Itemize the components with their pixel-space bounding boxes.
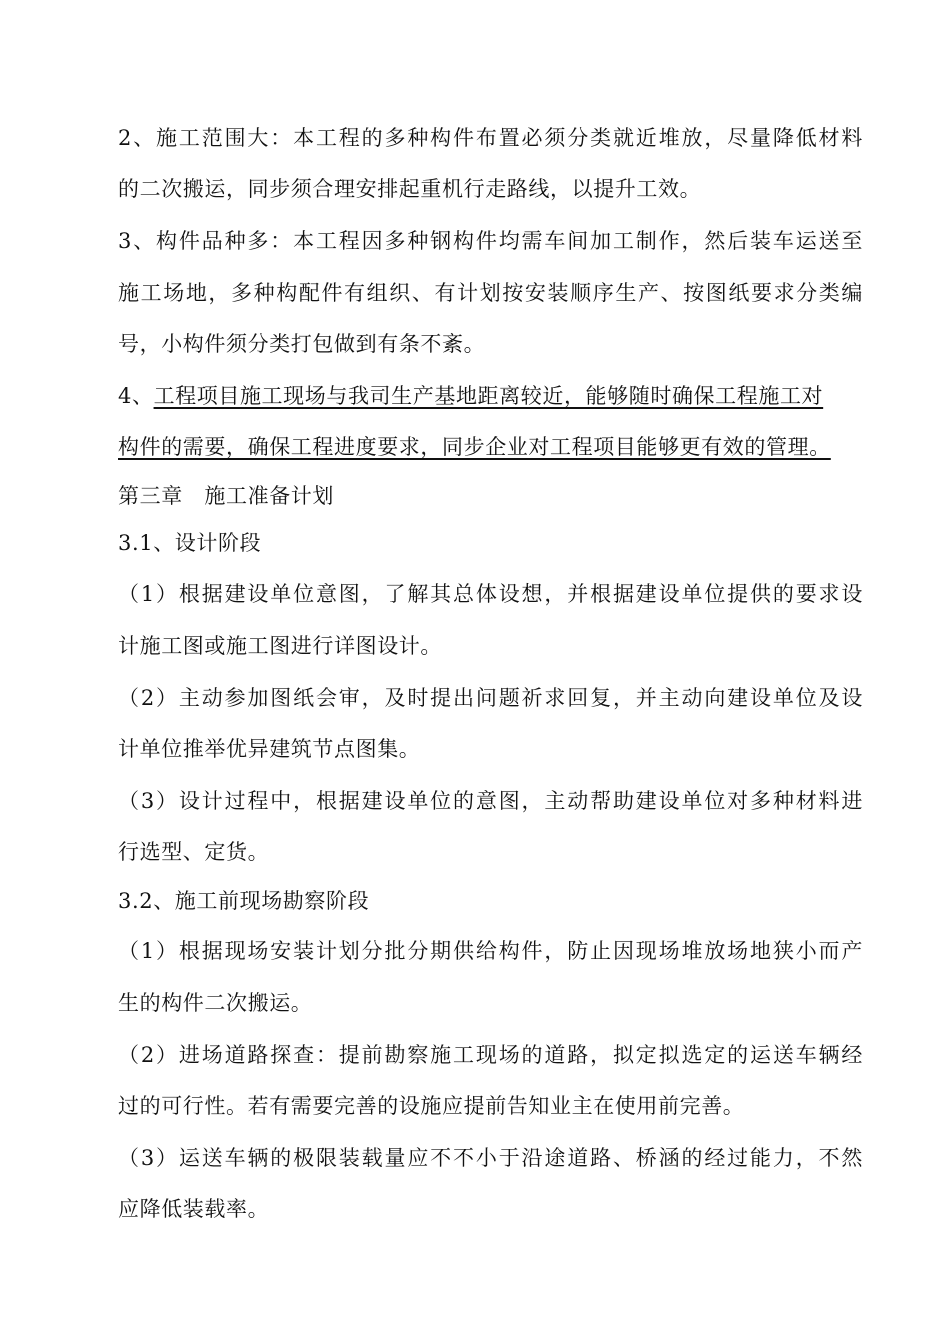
paragraph-line: 计单位推举优异建筑节点图集。	[118, 737, 421, 761]
paragraph-line: 生的构件二次搬运。	[118, 991, 313, 1015]
paragraph-line: （3）设计过程中，根据建设单位的意图，主动帮助建设单位对多种材料进	[118, 789, 863, 813]
paragraph-line: 行选型、定货。	[118, 840, 270, 864]
underlined-text: 工程项目施工现场与我司生产基地距离较近，能够随时确保工程施工对	[153, 384, 824, 408]
paragraph-line: 号，小构件须分类打包做到有条不紊。	[118, 332, 486, 356]
section-heading: 3.1、设计阶段	[118, 531, 262, 555]
paragraph-line-underlined	[118, 381, 863, 411]
section-heading: 3.2、施工前现场勘察阶段	[118, 889, 370, 913]
chapter-heading: 第三章 施工准备计划	[118, 484, 334, 508]
paragraph-line: （2）主动参加图纸会审，及时提出问题祈求回复，并主动向建设单位及设	[118, 686, 863, 710]
underlined-paragraph-line: 构件的需要，确保工程进度要求，同步企业对工程项目能够更有效的管理。	[118, 435, 831, 459]
paragraph-line: 3、构件品种多：本工程因多种钢构件均需车间加工制作，然后装车运送至	[118, 229, 863, 253]
paragraph-line: （1）根据现场安装计划分批分期供给构件，防止因现场堆放场地狭小而产	[118, 939, 863, 963]
paragraph-line: 应降低装载率。	[118, 1197, 270, 1221]
paragraph-line: 的二次搬运，同步须合理安排起重机行走路线，以提升工效。	[118, 177, 702, 201]
paragraph-line: 2、施工范围大：本工程的多种构件布置必须分类就近堆放，尽量降低材料	[118, 126, 863, 150]
paragraph-line: 计施工图或施工图进行详图设计。	[118, 634, 442, 658]
paragraph-line: （1）根据建设单位意图，了解其总体设想，并根据建设单位提供的要求设	[118, 582, 863, 606]
paragraph-line: 施工场地，多种构配件有组织、有计划按安装顺序生产、按图纸要求分类编	[118, 281, 863, 305]
paragraph-line: 过的可行性。若有需要完善的设施应提前告知业主在使用前完善。	[118, 1094, 745, 1118]
paragraph-line: （2）进场道路探查：提前勘察施工现场的道路，拟定拟选定的运送车辆经	[118, 1043, 863, 1067]
paragraph-line: （3）运送车辆的极限装载量应不不小于沿途道路、桥涵的经过能力，不然	[118, 1146, 863, 1170]
item-number: 4、	[118, 384, 154, 408]
